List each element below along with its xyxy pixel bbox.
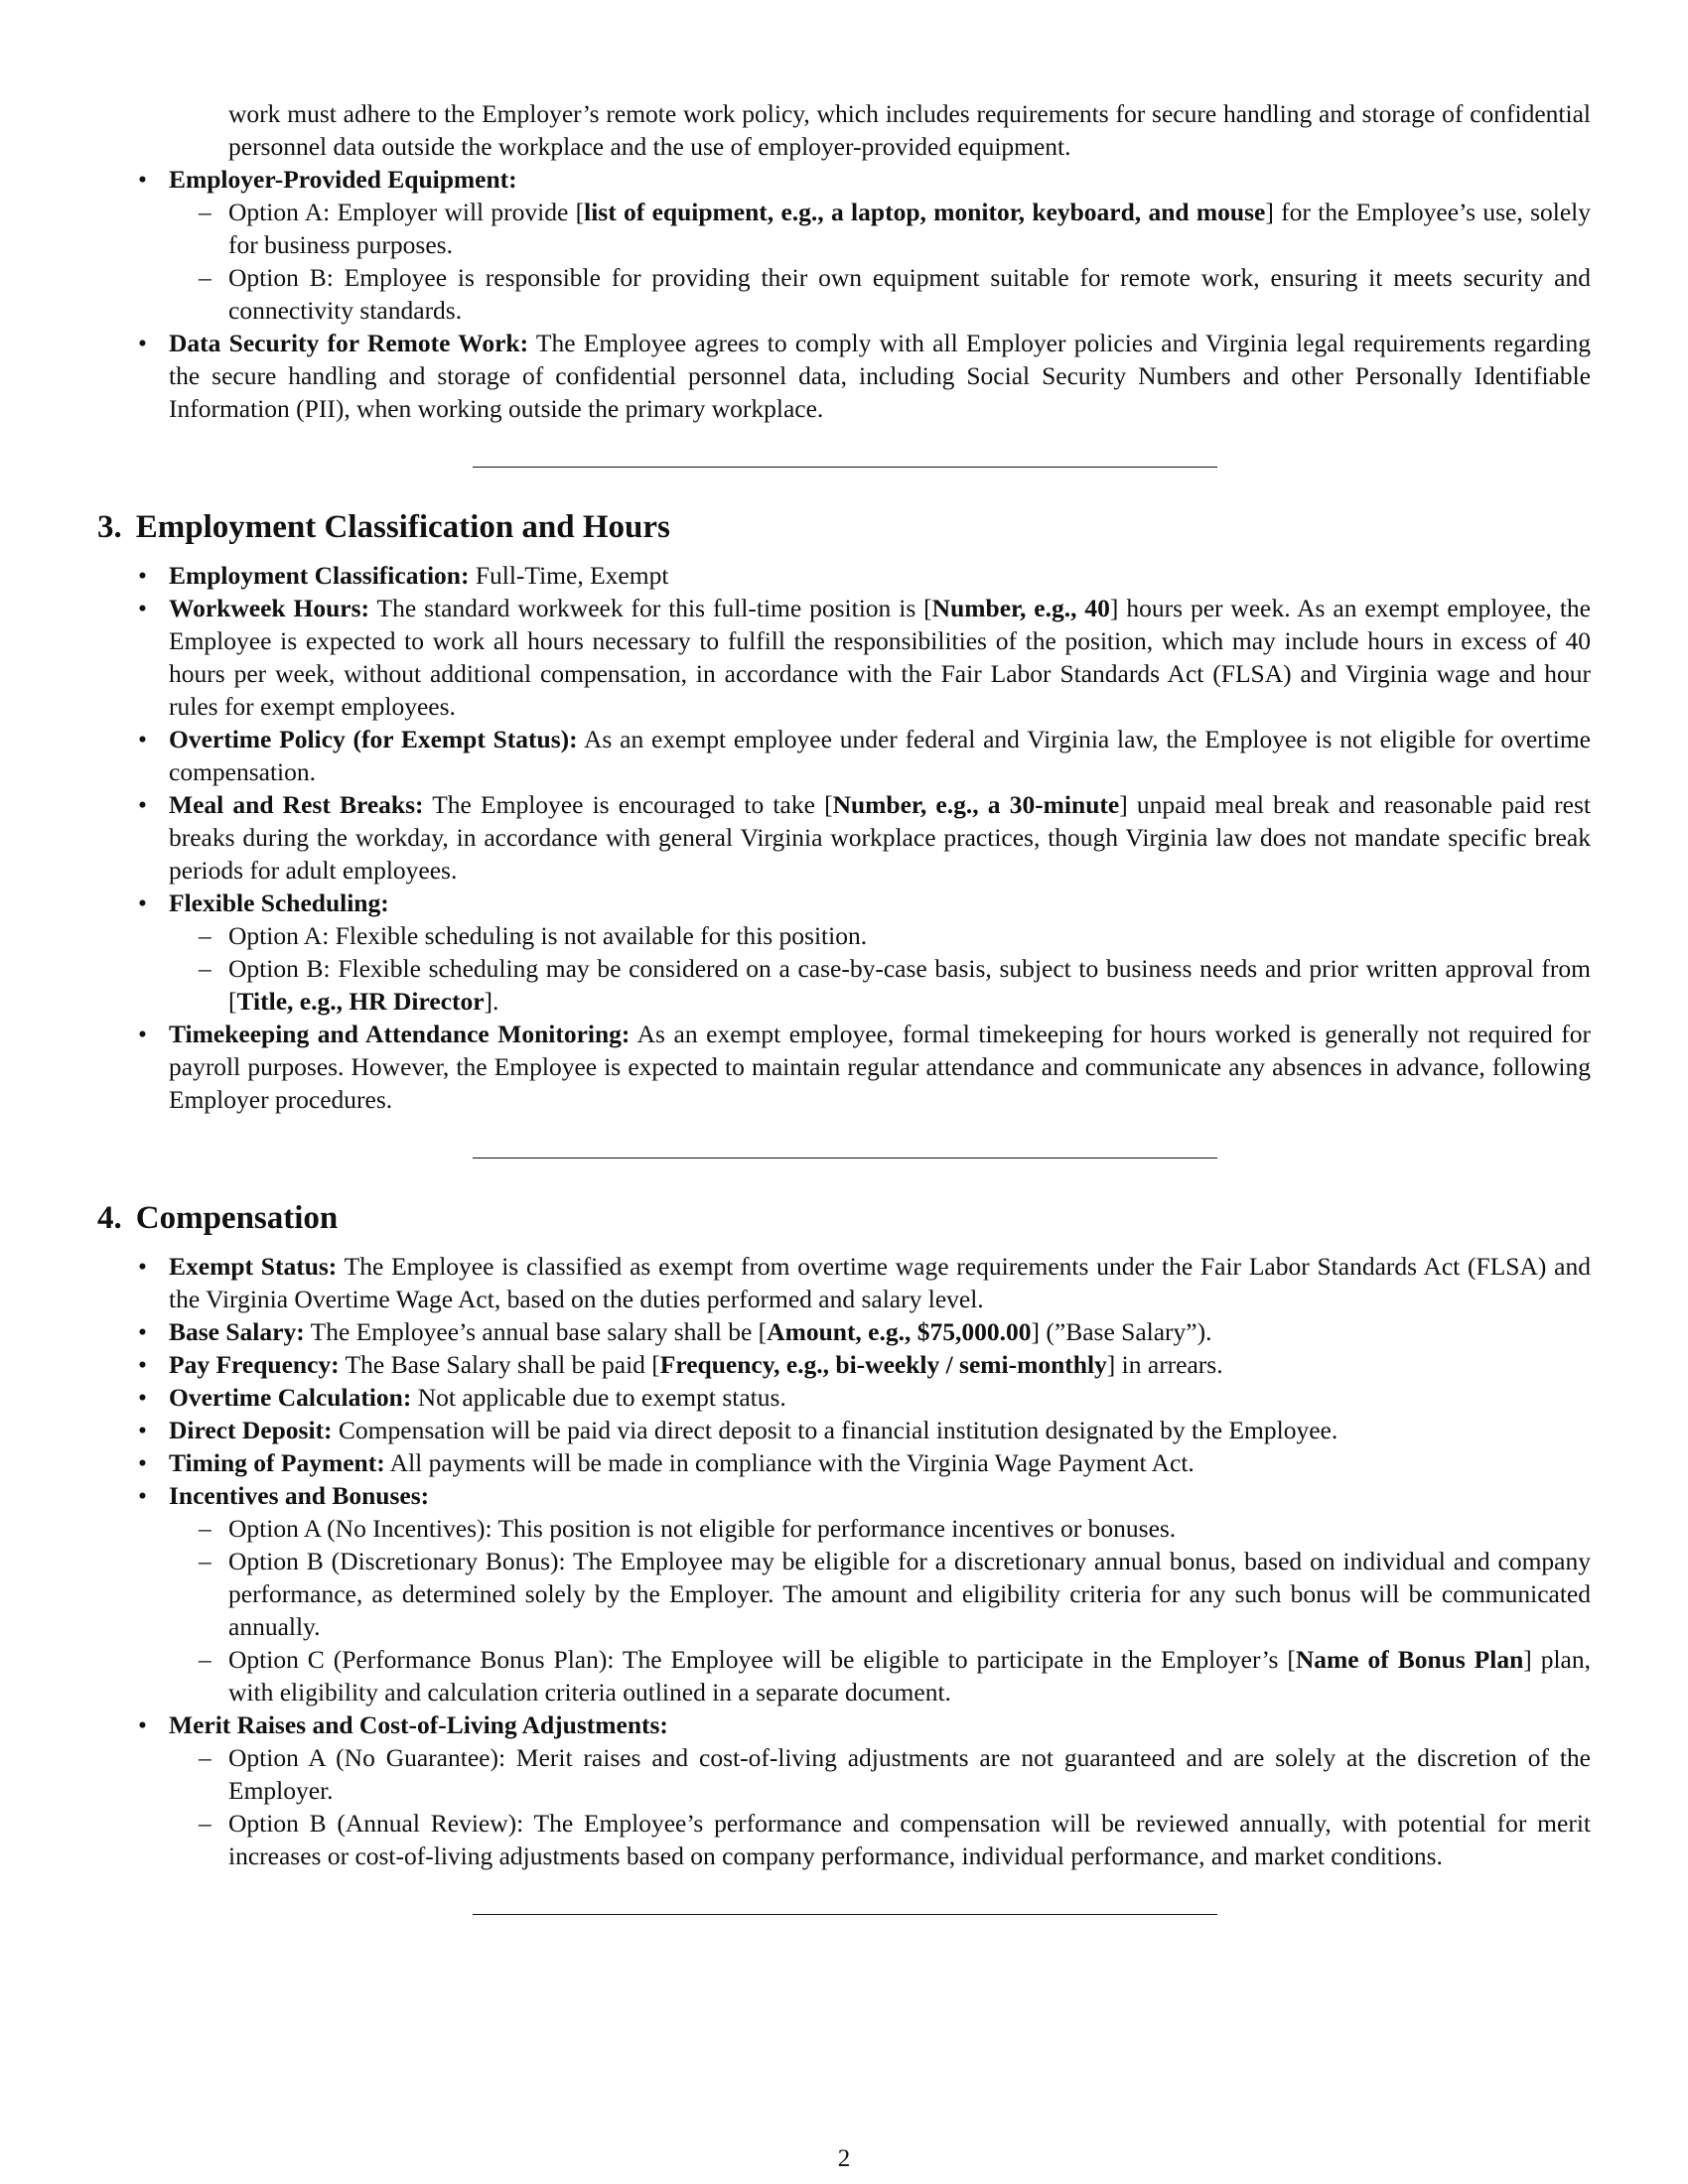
section-3-heading: 3. Employment Classification and Hours (97, 509, 670, 545)
bonus-plan-placeholder: Name of Bonus Plan (1295, 1645, 1524, 1674)
list-item-data-security: • Data Security for Remote Work: The Employee agrees to comply with all Employer policies and Virginia legal requirements regarding the secure handling and storage of confidential personnel data, including Social Security Numbers and other Personally Identifiable Information (PII), when working outside the primary workplace. (97, 327, 1591, 425)
list-item-timekeeping: • Timekeeping and Attendance Monitoring: As an exempt employee, formal timekeeping for hours worked is generally not required for payroll purposes. However, the Employee is expected to maintain regular attendance and communicate any absences in advance, following Employer procedures. (97, 1018, 1591, 1116)
equipment-option-a: – Option A: Employer will provide [list of equipment, e.g., a laptop, monitor, keyboard, and mouse] for the Employee’s use, solely for business purposes. (169, 196, 1591, 261)
list-item-timing-of-payment: • Timing of Payment: All payments will be made in compliance with the Virginia Wage Payment Act. (97, 1446, 1591, 1479)
data-security-label: Data Security for Remote Work: (169, 329, 529, 357)
list-item-pay-frequency: • Pay Frequency: The Base Salary shall be paid [Frequency, e.g., bi-weekly / semi-monthly] in arrears. (97, 1348, 1591, 1381)
remote-work-list (97, 163, 1591, 425)
incentive-option-c: – Option C (Performance Bonus Plan): The Employee will be eligible to participate in the Employer’s [Name of Bonus Plan] plan, with eligibility and calculation criteria outlined in a separate document. (169, 1643, 1591, 1708)
equipment-options (169, 196, 1591, 327)
breaks-placeholder: Number, e.g., a 30-minute (832, 790, 1120, 819)
list-item-direct-deposit: • Direct Deposit: Compensation will be paid via direct deposit to a financial institution designated by the Employee. (97, 1414, 1591, 1446)
equipment-placeholder: list of equipment, e.g., a laptop, monitor, keyboard, and mouse (584, 198, 1266, 226)
section-divider (473, 467, 1217, 468)
frequency-placeholder: Frequency, e.g., bi-weekly / semi-monthly (659, 1350, 1107, 1379)
list-item-breaks: • Meal and Rest Breaks: The Employee is encouraged to take [Number, e.g., a 30-minute] unpaid meal break and reasonable paid rest breaks during the workday, in accordance with general Virginia workplace practices, though Virginia law does not mandate specific break periods for adult employees. (97, 788, 1591, 887)
salary-placeholder: Amount, e.g., $75,000.00 (767, 1317, 1032, 1346)
list-item-workweek: • Workweek Hours: The standard workweek for this full-time position is [Number, e.g., 40] hours per week. As an exempt employee, the Employee is expected to work all hours necessary to fulfill the responsibilities of the position, which may include hours in excess of 40 hours per week, without additional compensation, in accordance with the Fair Labor Standards Act (FLSA) and Virginia wage and hour rules for exempt employees. (97, 592, 1591, 723)
incentive-option-b: – Option B (Discretionary Bonus): The Employee may be eligible for a discretionary annual bonus, based on individual and company performance, as determined solely by the Employer. The amount and eligibility criteria for any such bonus will be communicated annually. (169, 1545, 1591, 1643)
flex-options (169, 919, 1591, 1018)
equipment-option-b: – Option B: Employee is responsible for providing their own equipment suitable for remote work, ensuring it meets security and connectivity standards. (169, 261, 1591, 327)
flex-option-b: – Option B: Flexible scheduling may be considered on a case-by-case basis, subject to business needs and prior written approval from [Title, e.g., HR Director]. (169, 952, 1591, 1018)
list-item-classification: • Employment Classification: Full-Time, Exempt (97, 559, 1591, 592)
section-4-heading: 4. Compensation (97, 1200, 339, 1236)
flex-placeholder: Title, e.g., HR Director (236, 987, 485, 1016)
flex-option-a: – Option A: Flexible scheduling is not available for this position. (169, 919, 1591, 952)
merit-options (169, 1741, 1591, 1872)
page-number: 2 (837, 2145, 851, 2172)
merit-option-a: – Option A (No Guarantee): Merit raises and cost-of-living adjustments are not guaranteed and are solely at the discretion of the Employer. (169, 1741, 1591, 1807)
list-item-overtime-calculation: • Overtime Calculation: Not applicable due to exempt status. (97, 1381, 1591, 1414)
incentive-option-a: – Option A (No Incentives): This position is not eligible for performance incentives or bonuses. (169, 1512, 1591, 1545)
list-item-incentives: • Incentives and Bonuses: – Option A (No Incentives): This position is not eligible for performance incentives or bonuses. – Option B (Discretionary Bonus): The Employee may be eligible for a discretionary annual bonus, based on individual and company performance, as determined solely by the Employer. The amount and eligibility criteria for any such bonus will be communicated annually. – Option C (Performance Bonus Plan): The Employee will be eligible to participate in the Employer’s [Name of Bonus Plan] plan, with eligibility and calculation criteria outlined in a separate document. (97, 1479, 1591, 1708)
section-4-list (97, 1250, 1591, 1872)
incentive-options (169, 1512, 1591, 1708)
section-3-list (97, 559, 1591, 1116)
list-item-base-salary: • Base Salary: The Employee’s annual base salary shall be [Amount, e.g., $75,000.00] (”Base Salary”). (97, 1315, 1591, 1348)
section-divider (473, 1158, 1217, 1159)
list-item-flexible-scheduling: • Flexible Scheduling: – Option A: Flexible scheduling is not available for this position. – Option B: Flexible scheduling may be considered on a case-by-case basis, subject to business needs and prior written approval from [Title, e.g., HR Director]. (97, 887, 1591, 1018)
list-item-equipment (97, 163, 1591, 327)
section-divider (473, 1914, 1217, 1915)
workweek-placeholder: Number, e.g., 40 (931, 594, 1110, 622)
remote-work-continuation: work must adhere to the Employer’s remote work policy, which includes requirements for secure handling and storage of confidential personnel data outside the workplace and the use of employer-provided equipment. (228, 99, 1591, 161)
page-content (97, 97, 1591, 1955)
list-item-exempt-status: • Exempt Status: The Employee is classified as exempt from overtime wage requirements under the Fair Labor Standards Act (FLSA) and the Virginia Overtime Wage Act, based on the duties performed and salary level. (97, 1250, 1591, 1315)
list-item-overtime-policy: • Overtime Policy (for Exempt Status): As an exempt employee under federal and Virginia law, the Employee is not eligible for overtime compensation. (97, 723, 1591, 788)
merit-option-b: – Option B (Annual Review): The Employee’s performance and compensation will be reviewed annually, with potential for merit increases or cost-of-living adjustments based on company performance, individual performance, and market conditions. (169, 1807, 1591, 1872)
list-item-merit-raises: • Merit Raises and Cost-of-Living Adjustments: – Option A (No Guarantee): Merit raises and cost-of-living adjustments are not guaranteed and are solely at the discretion of the Employer. – Option B (Annual Review): The Employee’s performance and compensation will be reviewed annually, with potential for merit increases or cost-of-living adjustments based on company performance, individual performance, and market conditions. (97, 1708, 1591, 1872)
equipment-label: Employer-Provided Equipment: (169, 165, 517, 194)
